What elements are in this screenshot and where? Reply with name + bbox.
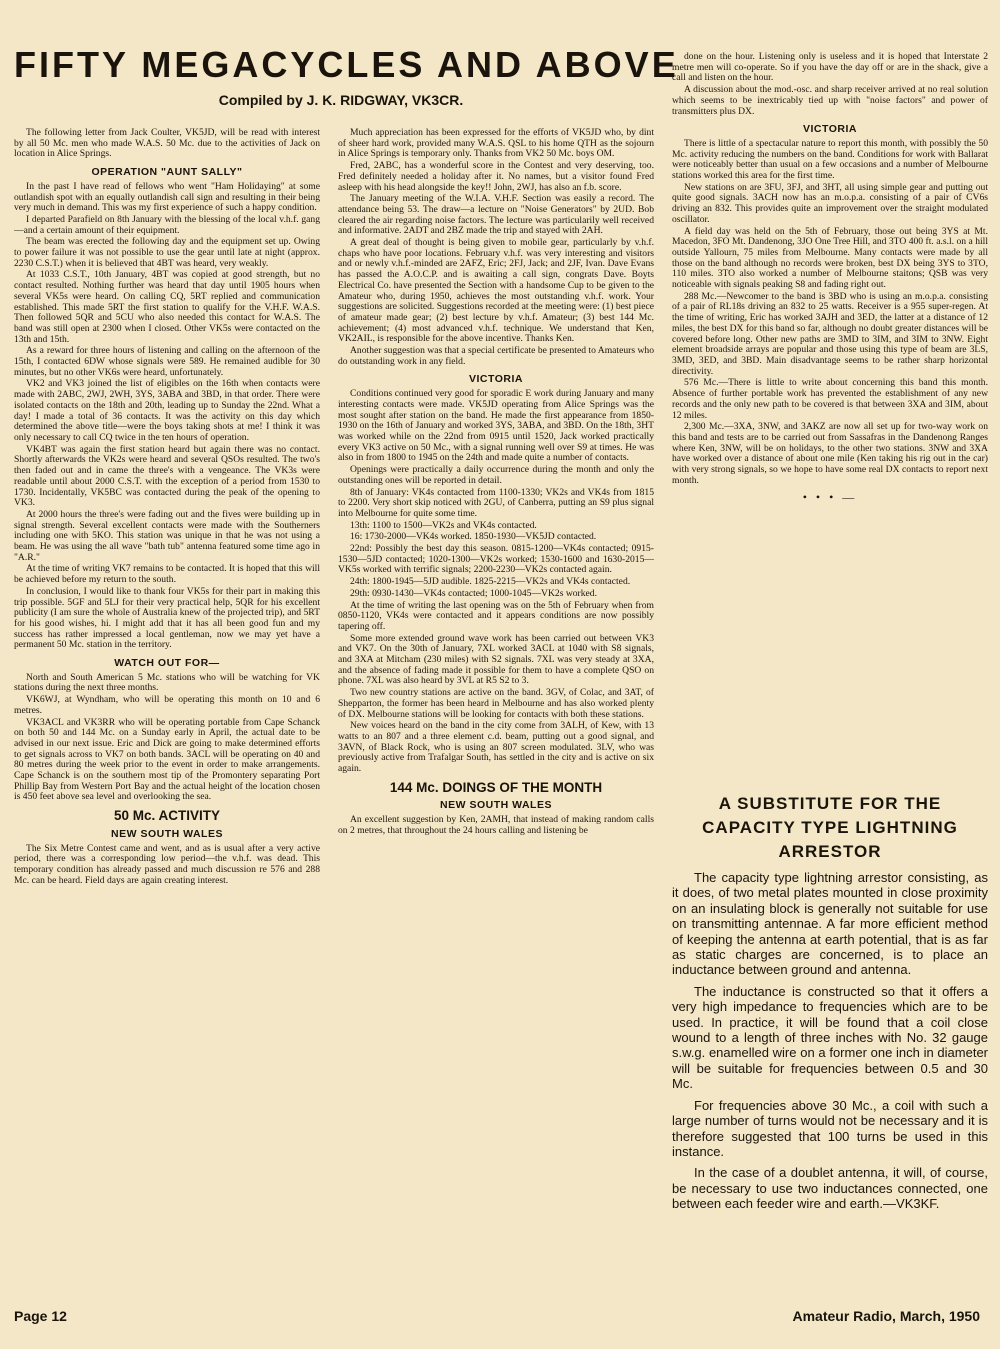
sub-heading: VICTORIA	[803, 123, 857, 136]
paragraph: 16: 1730-2000—VK4s worked. 1850-1930—VK5JD contacted.	[350, 531, 597, 543]
paragraph: 24th: 1800-1945—5JD audible. 1825-2215—VK2s and VK4s contacted.	[350, 576, 631, 588]
paragraph: In the case of a doublet antenna, it will, of course, be necessary to use two inductances connected, one between each feeder wire and earth.—VK3KF.	[672, 1165, 988, 1212]
paragraph: In conclusion, I would like to thank four VK5s for their part in making this trip possible. 5GF and 5LJ for their very practical help, 5QR for his excellent publicity (I am sure the whole of Australia knew of the projected trip), and 5RT for his good wishes, hi. I might add that it has all been good fun and my success has rather impressed a local gentleman, now we may yet have a permanent 50 Mc. station in the territory.	[14, 585, 320, 651]
paragraph: An excellent suggestion by Ken, 2AMH, that instead of making random calls on 2 metres, that throughout the 24 hours calling and listening be	[338, 814, 654, 836]
paragraph: A discussion about the mod.-osc. and sharp receiver arrived at no real solution which seems to be inextricably tied up with "noise factors" and power of transmitters plus DX.	[672, 84, 988, 117]
paragraph: 288 Mc.—Newcomer to the band is 3BD who is using an m.o.p.a. consisting of a pair of RL18s driving an 832 to 25 watts. Receiver is a 955 super-regen. At the time of writing, Eric has worked 3AJH and 3ED, the latter at a distance of 12 miles, the best DX for this band so far, although no doubt greater distances will be covered before long. Other new paths are 3MD to 3IM, and 3IM to 3NW. Eight element broadside arrays are popular and those using this type of beam are 3LS, 3MD, 3ED, and 3BD. Main disadvantage seems to be rather sharp horizontal directivity.	[672, 290, 988, 377]
paragraph: 8th of January: VK4s contacted from 1100-1330; VK2s and VK4s from 1815 to 2200. Very short skip noticed with 2GU, of Canberra, putting an S9 plus signal into Melbourne for quite some time.	[338, 486, 654, 519]
paragraph: Some more extended ground wave work has been carried out between VK3 and VK7. On the 30th of January, 7XL worked 3ACL at 1040 with S8 signals, and 3XA at Mitcham (230 miles) with S2 signals. 7XL was very steady at 3XA, and the absence of fading made it possible for them to have a complete QSO on phone. 7XL was also heard by 3VL at R5 S2 to 3.	[338, 632, 654, 687]
paragraph: VK6WJ, at Wyndham, who will be operating this month on 10 and 6 metres.	[14, 694, 320, 716]
paragraph: In the past I have read of fellows who went "Ham Holidaying" at some outlandish spot with an equally outlandish call sign and resulting in their being very much in demand. This was my first experience of such a happy condition.	[14, 180, 320, 214]
paragraph: The Six Metre Contest came and went, and as is usual after a very active period, there was a corresponding low period—the v.h.f. was dead. This temporary condition has already passed and much discussion re 576 and 288 Mc. can be heard. Field days are again creating interest.	[14, 842, 320, 886]
section-heading: WATCH OUT FOR—	[114, 657, 220, 670]
lightning-article	[672, 792, 988, 1292]
paragraph: The January meeting of the W.I.A. V.H.F. Section was easily a record. The attendance being 53. The draw—a lecture on "Noise Generators" by 2UD. Bob cleared the air regarding noise factors. The lecture was particularily well received and informative. 2ADT and 2BZ made the trip and stayed with 2AH.	[338, 193, 654, 237]
paragraph: The beam was erected the following day and the equipment set up. Owing to power failure it was not possible to use the gear until late at night (approx. 2230 C.S.T.) when it is believed that 4BT was heard, very weakly.	[14, 236, 320, 269]
compiled-by: Compiled by J. K. RIDGWAY, VK3CR.	[218, 92, 464, 108]
paragraph: The following letter from Jack Coulter, VK5JD, will be read with interest by all 50 Mc. men who made W.A.S. 50 Mc. due to the activities of Jack on location in Alice Springs.	[14, 128, 320, 160]
paragraph: Much appreciation has been expressed for the efforts of VK5JD who, by dint of sheer hard work, provided many W.A.S. QSL to his home QTH as the sojourn in Alice Springs is temporary only. Thanks from VK2 50 Mc. boys OM.	[338, 128, 654, 160]
paragraph: A great deal of thought is being given to mobile gear, particularly by v.h.f. chaps who have poor locations. February v.h.f. was very interesting and visitors and or newly v.h.f.-minded are 2AFZ, Eric; 2FJ, Jack; and 2JF, Ivan. Dave Evans has passed the A.O.C.P. and is awaiting a call sign, congrats Dave. Boyts Electrical Co. have presented the Section with a handsome Cup to be given to the Amateur who, during 1950, achieves the most outstanding v.h.f. work. Your suggestions are solicited. Suggestions recorded at the meeting were: (1) best piece of amateur made gear; (2) best lecture by v.h.f. Amateur; (3) best 144 Mc. achievement; (4) most advanced v.h.f. technique. We understand that Ken, VK2AIL, is responsible for the above incentive. Thanks Ken.	[338, 237, 654, 345]
section-heading: 50 Mc. ACTIVITY	[113, 808, 221, 824]
sub-heading: VICTORIA	[469, 373, 523, 386]
paragraph: At the time of writing VK7 remains to be contacted. It is hoped that this will be achieved before my return to the south.	[14, 563, 320, 586]
column-1	[14, 128, 320, 1300]
paragraph: North and South American 5 Mc. stations who will be watching for VK stations during the next three months.	[14, 671, 320, 694]
paragraph: As a reward for three hours of listening and calling on the afternoon of the 15th, I contacted 6DW whose signals were 589. He remained audible for 30 minutes, but no other VK6s were heard, unfortunately.	[14, 345, 320, 378]
column-2	[338, 128, 654, 1300]
paragraph: VK3ACL and VK3RR who will be operating portable from Cape Schanck on both 50 and 144 Mc. on a Sunday early in April, the actual date to be advised in our next issue. Eric and Dick are going to make determined efforts to get signals across to VK7 on both bands. 3ACL will be operating on 40 and 80 metres during the week prior to the event in order to make arrangements. Cape Schanck is on the southern most tip of the Promontery separating Port Phillip Bay from Western Port Bay and the actual height of the location chosen is 450 feet above sea level and overlooking the sea.	[14, 716, 320, 803]
paragraph: VK4BT was again the first station heard but again there was no contact. Shortly afterwards the VK2s were heard and several QSOs resulted. The two's then faded out and in came the three's with a vengeance. The VK3s were readable until about 2000 C.S.T. with the exception of a period from 1530 to 1730. Incidentally, VK5BC was contacted during the peak of the opening to VK3.	[14, 443, 320, 509]
paragraph: The capacity type lightning arrestor consisting, as it does, of two metal plates mounted in close proximity on an insulating block is generally not suitable for use on transmitting antennae. A far more efficient method of keeping the antenna at earth potential, that is as far as static charges are concerned, is to place an inductance between ground and antenna.	[672, 870, 988, 978]
section-heading: OPERATION "AUNT SALLY"	[91, 166, 243, 179]
section-heading: 144 Mc. DOINGS OF THE MONTH	[389, 779, 603, 795]
paragraph: For frequencies above 30 Mc., a coil with such a large number of turns would not be necessary and it is therefore suggested that 100 turns be used in this instance.	[672, 1097, 988, 1159]
paragraph: I departed Parafield on 8th January with the blessing of the local v.h.f. gang—and a certain amount of their equipment.	[14, 213, 320, 236]
column-3	[672, 52, 988, 764]
paragraph: 576 Mc.—There is little to write about concerning this band this month. Absence of further portable work has prevented the establishment of any new records and the only new path to be covered is that between 3XA and 3IM, about 12 miles.	[672, 377, 988, 421]
article-title: A SUBSTITUTE FOR THE CAPACITY TYPE LIGHTNING ARRESTOR	[702, 794, 958, 861]
sub-heading: NEW SOUTH WALES	[111, 827, 223, 840]
paragraph: 29th: 0930-1430—VK4s contacted; 1000-1045—VK2s worked.	[350, 587, 598, 599]
paragraph: New voices heard on the band in the city come from 3ALH, of Kew, with 13 watts to an 807 and a three element c.d. beam, putting out a good signal, and 3AVN, of Black Rock, who is using an 807 screen modulated. 3LV, who was previously active from Trafalgar South, has settled in the city and is active on six again.	[338, 720, 654, 775]
publication-info: Amateur Radio, March, 1950	[792, 1308, 980, 1324]
paragraph: 2,300 Mc.—3XA, 3NW, and 3AKZ are now all set up for two-way work on this band and tests are to be carried out from Sassafras in the Dandenong Ranges where Ken, 3NW, will be on holidays, to the other two stations. 3NW and 3XA have worked over a distance of about one mile (Ken taking his rig out in the car) with very strong signals, so we hope to have some real DX contacts to report next month.	[672, 421, 988, 486]
paragraph: At 2000 hours the three's were fading out and the fives were building up in signal strength. Several excellent contacts were made with the Southerners including one with 5KO. This station was unique in that he was not using a beam. He was using the all wave "bath tub" antenna featured some time ago in "A.R."	[14, 508, 320, 563]
paragraph: There is little of a spectacular nature to report this month, with possibly the 50 Mc. activity reducing the numbers on the band. Conditions for work with Ballarat were noticeably better than usual on a few occasions and a number of Melbourne stations worked this area for the first time.	[672, 137, 988, 182]
paragraph: New stations on are 3FU, 3FJ, and 3HT, all using simple gear and putting out quite good signals. 3ACH now has an m.o.p.a. consisting of a pair of CV6s driving an 832. This provides quite an improvement over the straight modulated oscillator.	[672, 181, 988, 225]
paragraph: 13th: 1100 to 1500—VK2s and VK4s contacted.	[350, 519, 537, 531]
paragraph: At 1033 C.S.T., 10th January, 4BT was copied at good strength, but no contact resulted. Nothing further was heard that day until 1905 hours when several VK5s were heard. On calling CQ, 5RT replied and communication established. This made 5RT the first station to qualify for the V.H.F. W.A.S. Then followed 5QR and 5CU who also needed this contact for W.A.S. The band was still open at 2300 when I closed. Other VK5s were contacted on the 13th and 15th.	[14, 269, 320, 345]
page-title: FIFTY MEGACYCLES AND ABOVE	[14, 44, 679, 85]
paragraph: Two new country stations are active on the band. 3GV, of Colac, and 3AT, of Shepparton, the former has been heard in Melbourne and has also worked plenty of DX. Melbourne stations will be looking for contacts with both these stations.	[338, 687, 654, 720]
paragraph: Conditions continued very good for sporadic E work during January and many interesting contacts were made. VK5JD operating from Alice Springs was the most sought after station on the band. He made the first appearance from 1850-1930 on the 16th of January and worked 3YS, 3ABA, and 3BD. On the 18th, 3HT was worked while on the 22nd from 0915 until 1520, Jack worked practically every VK3 active on 50 Mc., with a signal running well over S9 at times. He was also in from 1800 to 1945 on the 24th and made quite a number of contacts.	[338, 388, 654, 464]
paragraph: Fred, 2ABC, has a wonderful score in the Contest and very deserving, too. Fred definitely needed a holiday after it. No names, but a visitor found Fred asleep with his head alongside the key!! John, 2WJ, has also an f.b. score.	[338, 160, 654, 193]
page-number: Page 12	[14, 1308, 67, 1324]
section-divider: • • • —	[802, 490, 858, 505]
paragraph: done on the hour. Listening only is useless and it is hoped that Interstate 2 metre men will co-operate. So if you have the day off or are in the shack, give a call and listen on the hour.	[672, 52, 988, 84]
paragraph: Openings were practically a daily occurrence during the month and only the outstanding ones will be reported in detail.	[338, 464, 654, 486]
paragraph: Another suggestion was that a special certificate be presented to Amateurs who do outstanding work in any field.	[338, 345, 654, 367]
paragraph: VK2 and VK3 joined the list of eligibles on the 16th when contacts were made with 2ABC, 2WJ, 2WH, 3YS, 3ABA and 3BD, in that order. There were isolated contacts on the 18th and 20th, leading up to Sunday the 22nd. What a day! I made a total of 36 contacts. It was the activity on this day which determined the above title—were the boys taking shots at me! I think it was only necessary to call CQ twice in the ten hours of operation.	[14, 378, 320, 443]
paragraph: At the time of writing the last opening was on the 5th of February when from 0850-1120, VK4s were contacted and it appears conditions are now possibly tapering off.	[338, 599, 654, 632]
paragraph: A field day was held on the 5th of February, those out being 3YS at Mt. Macedon, 3FO Mt. Dandenong, 3JO One Tree Hill, and 3TO 400 ft. a.s.l. on a hill outside Yallourn, 75 miles from Melbourne. Many contacts were made by all those on the band although no records were broken, best DX being 3YS to 3TO, 110 miles. 3TO also worked a number of Melbourne staitons; QSB was very noticeable with signals peaking S8 and fading right out.	[672, 225, 988, 291]
paragraph: The inductance is constructed so that it offers a very high impedance to frequencies which are to be used. In practice, it will be found that a coil close wound to a length of three inches with No. 32 gauge s.w.g. enamelled wire on a former one inch in diameter will be suitable for frequencies between 0.5 and 30 Mc.	[672, 983, 988, 1092]
sub-heading: NEW SOUTH WALES	[440, 799, 552, 812]
paragraph: 22nd: Possibly the best day this season. 0815-1200—VK4s contacted; 0915-1530—5JD contacted; 1020-1300—VK2s worked; 1530-1600 and 1630-2015—VK5s worked with terrific signals; 2200-2230—VK2s contacted again.	[338, 543, 654, 576]
